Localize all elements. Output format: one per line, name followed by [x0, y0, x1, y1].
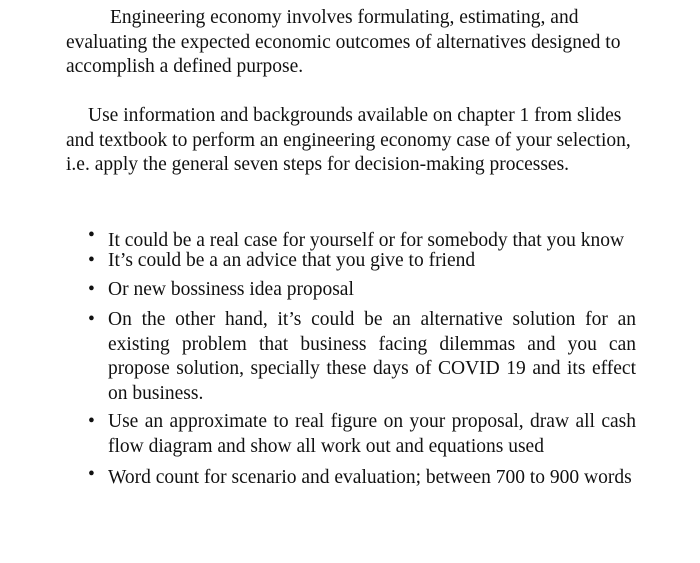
bullet-icon: • — [88, 278, 95, 300]
bullet-icon: • — [88, 464, 95, 485]
bullet-icon: • — [88, 225, 95, 246]
list-item-text: It’s could be a an advice that you give to friend — [108, 250, 476, 271]
list-item-text: Or new bossiness idea proposal — [108, 278, 354, 300]
list-item — [88, 410, 636, 459]
intro-paragraph: Engineering economy involves formulating, estimating, and evaluating the expected economic outcomes of alternatives designed to accomplish a defined purpose. — [66, 7, 621, 77]
bullet-icon: • — [88, 411, 95, 432]
list-item-text: Word count for scenario and evaluation; between 700 to 900 words — [108, 467, 632, 488]
bullet-icon: • — [88, 250, 95, 271]
requirements-list — [88, 225, 636, 493]
list-item-text: On the other hand, it’s could be an alternative solution for an existing problem that business facing dilemmas and you can propose solution, specially these days of COVID 19 and its effect on business. — [108, 309, 636, 404]
bullet-icon: • — [88, 309, 95, 330]
list-item — [88, 278, 636, 303]
list-item — [88, 463, 636, 493]
list-item-text: Use an approximate to real figure on your proposal, draw all cash flow diagram and show all work out and equations used — [108, 411, 636, 457]
instructions-paragraph: Use information and backgrounds available on chapter 1 from slides and textbook to perform an engineering economy case of your selection, i.e. apply the general seven steps for decision-making processes. — [66, 105, 631, 175]
list-item-text: It could be a real case for yourself or for somebody that you know — [108, 230, 625, 251]
list-item — [88, 249, 636, 274]
list-item — [88, 308, 636, 406]
